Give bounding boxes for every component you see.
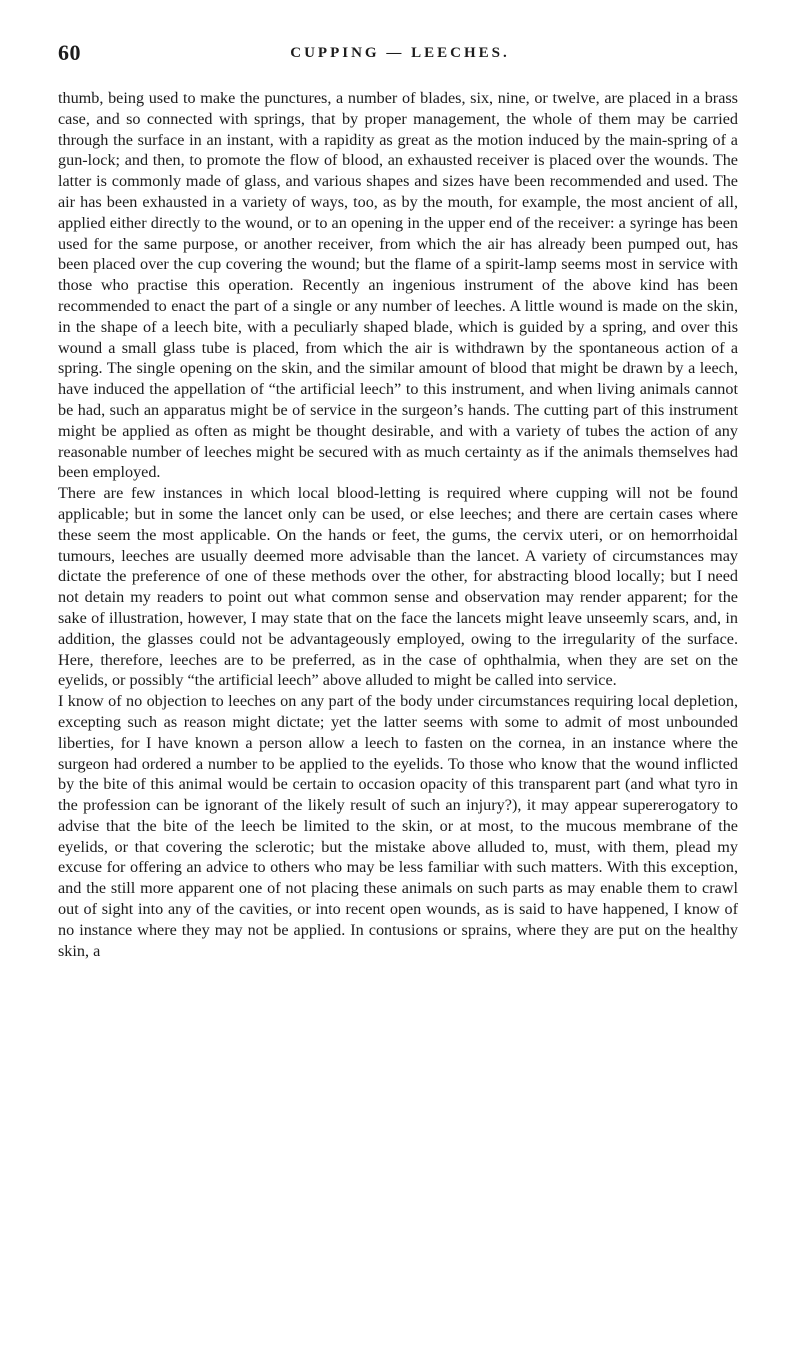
page-number: 60 xyxy=(58,40,81,65)
running-head xyxy=(58,40,742,68)
paragraph: There are few instances in which local blood-letting is required where cupping will not be found applicable; but in some the lancet only can be used, or else leeches; and there are certain cases where these seem the most applicable. On the hands or feet, the gums, the cervix uteri, or on hemorrhoidal tumours, leeches are usually deemed more advisable than the lancet. A variety of circumstances may dictate the preference of one of these methods over the other, for abstracting blood locally; but I need not detain my readers to point out what common sense and observation may render apparent; for the sake of illustration, however, I may state that on the face the lancets might leave unseemly scars, and, in addition, the glasses could not be advantageously employed, owing to the irregularity of the surface. Here, therefore, leeches are to be preferred, as in the case of ophthalmia, when they are set on the eyelids, or possibly “the artificial leech” above alluded to might be called into service. xyxy=(58,484,738,690)
body-text xyxy=(58,88,738,961)
paragraph: thumb, being used to make the punctures, a number of blades, six, nine, or twelve, are placed in a brass case, and so connected with springs, that by proper management, the whole of them may be carried through the surface in an instant, with a rapidity as great as the motion induced by the main-spring of a gun-lock; and then, to promote the flow of blood, an exhausted receiver is placed over the wounds. The latter is commonly made of glass, and various shapes and sizes have been recommended and used. The air has been exhausted in a variety of ways, too, as by the mouth, for example, the most ancient of all, applied either directly to the wound, or to an opening in the upper end of the receiver: a syringe has been used for the same purpose, or another receiver, from which the air has already been pumped out, has been placed over the cup covering the wound; but the flame of a spirit-lamp seems most in service with those who practise this operation. Recently an ingenious instrument of the above kind has been recommended to enact the part of a single or any number of leeches. A little wound is made on the skin, in the shape of a leech bite, with a peculiarly shaped blade, which is guided by a spring, and over this wound a small glass tube is placed, from which the air is withdrawn by the spontaneous action of a spring. The single opening on the skin, and the similar amount of blood that might be drawn by a leech, have induced the appellation of “the artificial leech” to this instrument, and when living animals cannot be had, such an apparatus might be of service in the surgeon’s hands. The cutting part of this instrument might be applied as often as might be thought desirable, and with a variety of tubes the action of any reasonable number of leeches might be secured with as much certainty as if the animals themselves had been employed. xyxy=(58,89,738,482)
running-title: CUPPING — LEECHES. xyxy=(290,45,510,61)
paragraph: I know of no objection to leeches on any part of the body under circumstances requiring local depletion, excepting such as reason might dictate; yet the latter seems with some to admit of most unbounded liberties, for I have known a person allow a leech to fasten on the cornea, in an instance where the surgeon had ordered a number to be applied to the eyelids. To those who know that the wound inflicted by the bite of this animal would be certain to occasion opacity of this transparent part (and what tyro in the profession can be ignorant of the likely result of such an injury?), it may appear supererogatory to advise that the bite of the leech be limited to the skin, or at most, to the mucous membrane of the eyelids, or that covering the sclerotic; but the mistake above alluded to, must, with them, plead my excuse for offering an advice to others who may be less familiar with such matters. With this exception, and the still more apparent one of not placing these animals on such parts as may enable them to crawl out of sight into any of the cavities, or into recent open wounds, as is said to have happened, I know of no instance where they may not be applied. In contusions or sprains, where they are put on the healthy skin, a xyxy=(58,692,738,960)
